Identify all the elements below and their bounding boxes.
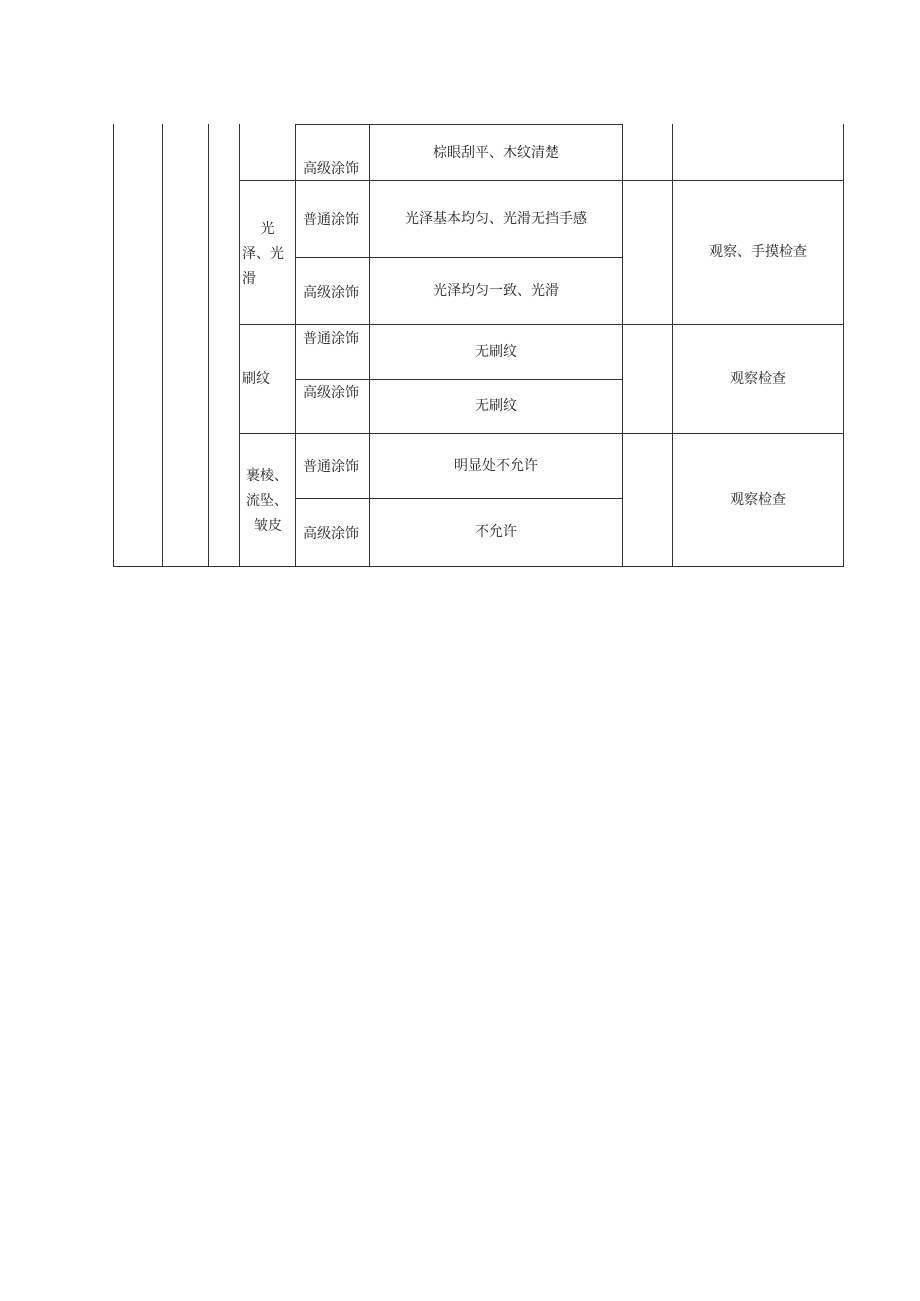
item-cell-line: 泽、光: [242, 246, 284, 262]
item-cell-line: 滑: [242, 271, 256, 287]
item-cell-line: 流坠、: [246, 493, 288, 509]
item-cell-line: 裹棱、: [246, 468, 288, 484]
table-divider-col1: [162, 124, 163, 567]
table-row-separator: [239, 324, 844, 325]
requirement-cell: 光泽基本均匀、光滑无挡手感: [405, 211, 587, 227]
requirement-cell: 无刷纹: [475, 398, 517, 414]
method-cell: 观察、手摸检查: [709, 244, 807, 260]
table-divider-col4: [295, 124, 296, 567]
table-subrow-separator: [295, 498, 623, 499]
grade-cell: 普通涂饰: [303, 331, 359, 347]
table-divider-col3: [239, 124, 240, 567]
table-border-left: [113, 124, 114, 567]
table-subrow-separator: [295, 257, 623, 258]
table-subrow-separator: [295, 379, 623, 380]
requirement-cell: 光泽均匀一致、光滑: [433, 283, 559, 299]
table-divider-col2: [208, 124, 209, 567]
grade-cell: 普通涂饰: [303, 459, 359, 475]
method-cell: 观察检查: [730, 492, 786, 508]
method-cell: 观察检查: [730, 371, 786, 387]
requirement-cell: 无刷纹: [475, 344, 517, 360]
table-row-separator: [239, 433, 844, 434]
grade-cell: 高级涂饰: [303, 161, 359, 177]
requirement-cell: 不允许: [475, 524, 517, 540]
item-cell-line: 光: [260, 221, 275, 237]
table-row-top: [295, 124, 623, 125]
table-border-bottom: [113, 566, 844, 567]
requirement-cell: 棕眼刮平、木纹清楚: [433, 145, 559, 161]
item-cell: 刷纹: [242, 371, 270, 387]
grade-cell: 高级涂饰: [303, 385, 359, 401]
requirement-cell: 明显处不允许: [454, 458, 538, 474]
table-border-right: [843, 124, 844, 567]
grade-cell: 高级涂饰: [303, 285, 359, 301]
grade-cell: 高级涂饰: [303, 526, 359, 542]
item-cell-line: 皱皮: [254, 518, 282, 534]
table-divider-col6: [622, 124, 623, 567]
grade-cell: 普通涂饰: [303, 212, 359, 228]
